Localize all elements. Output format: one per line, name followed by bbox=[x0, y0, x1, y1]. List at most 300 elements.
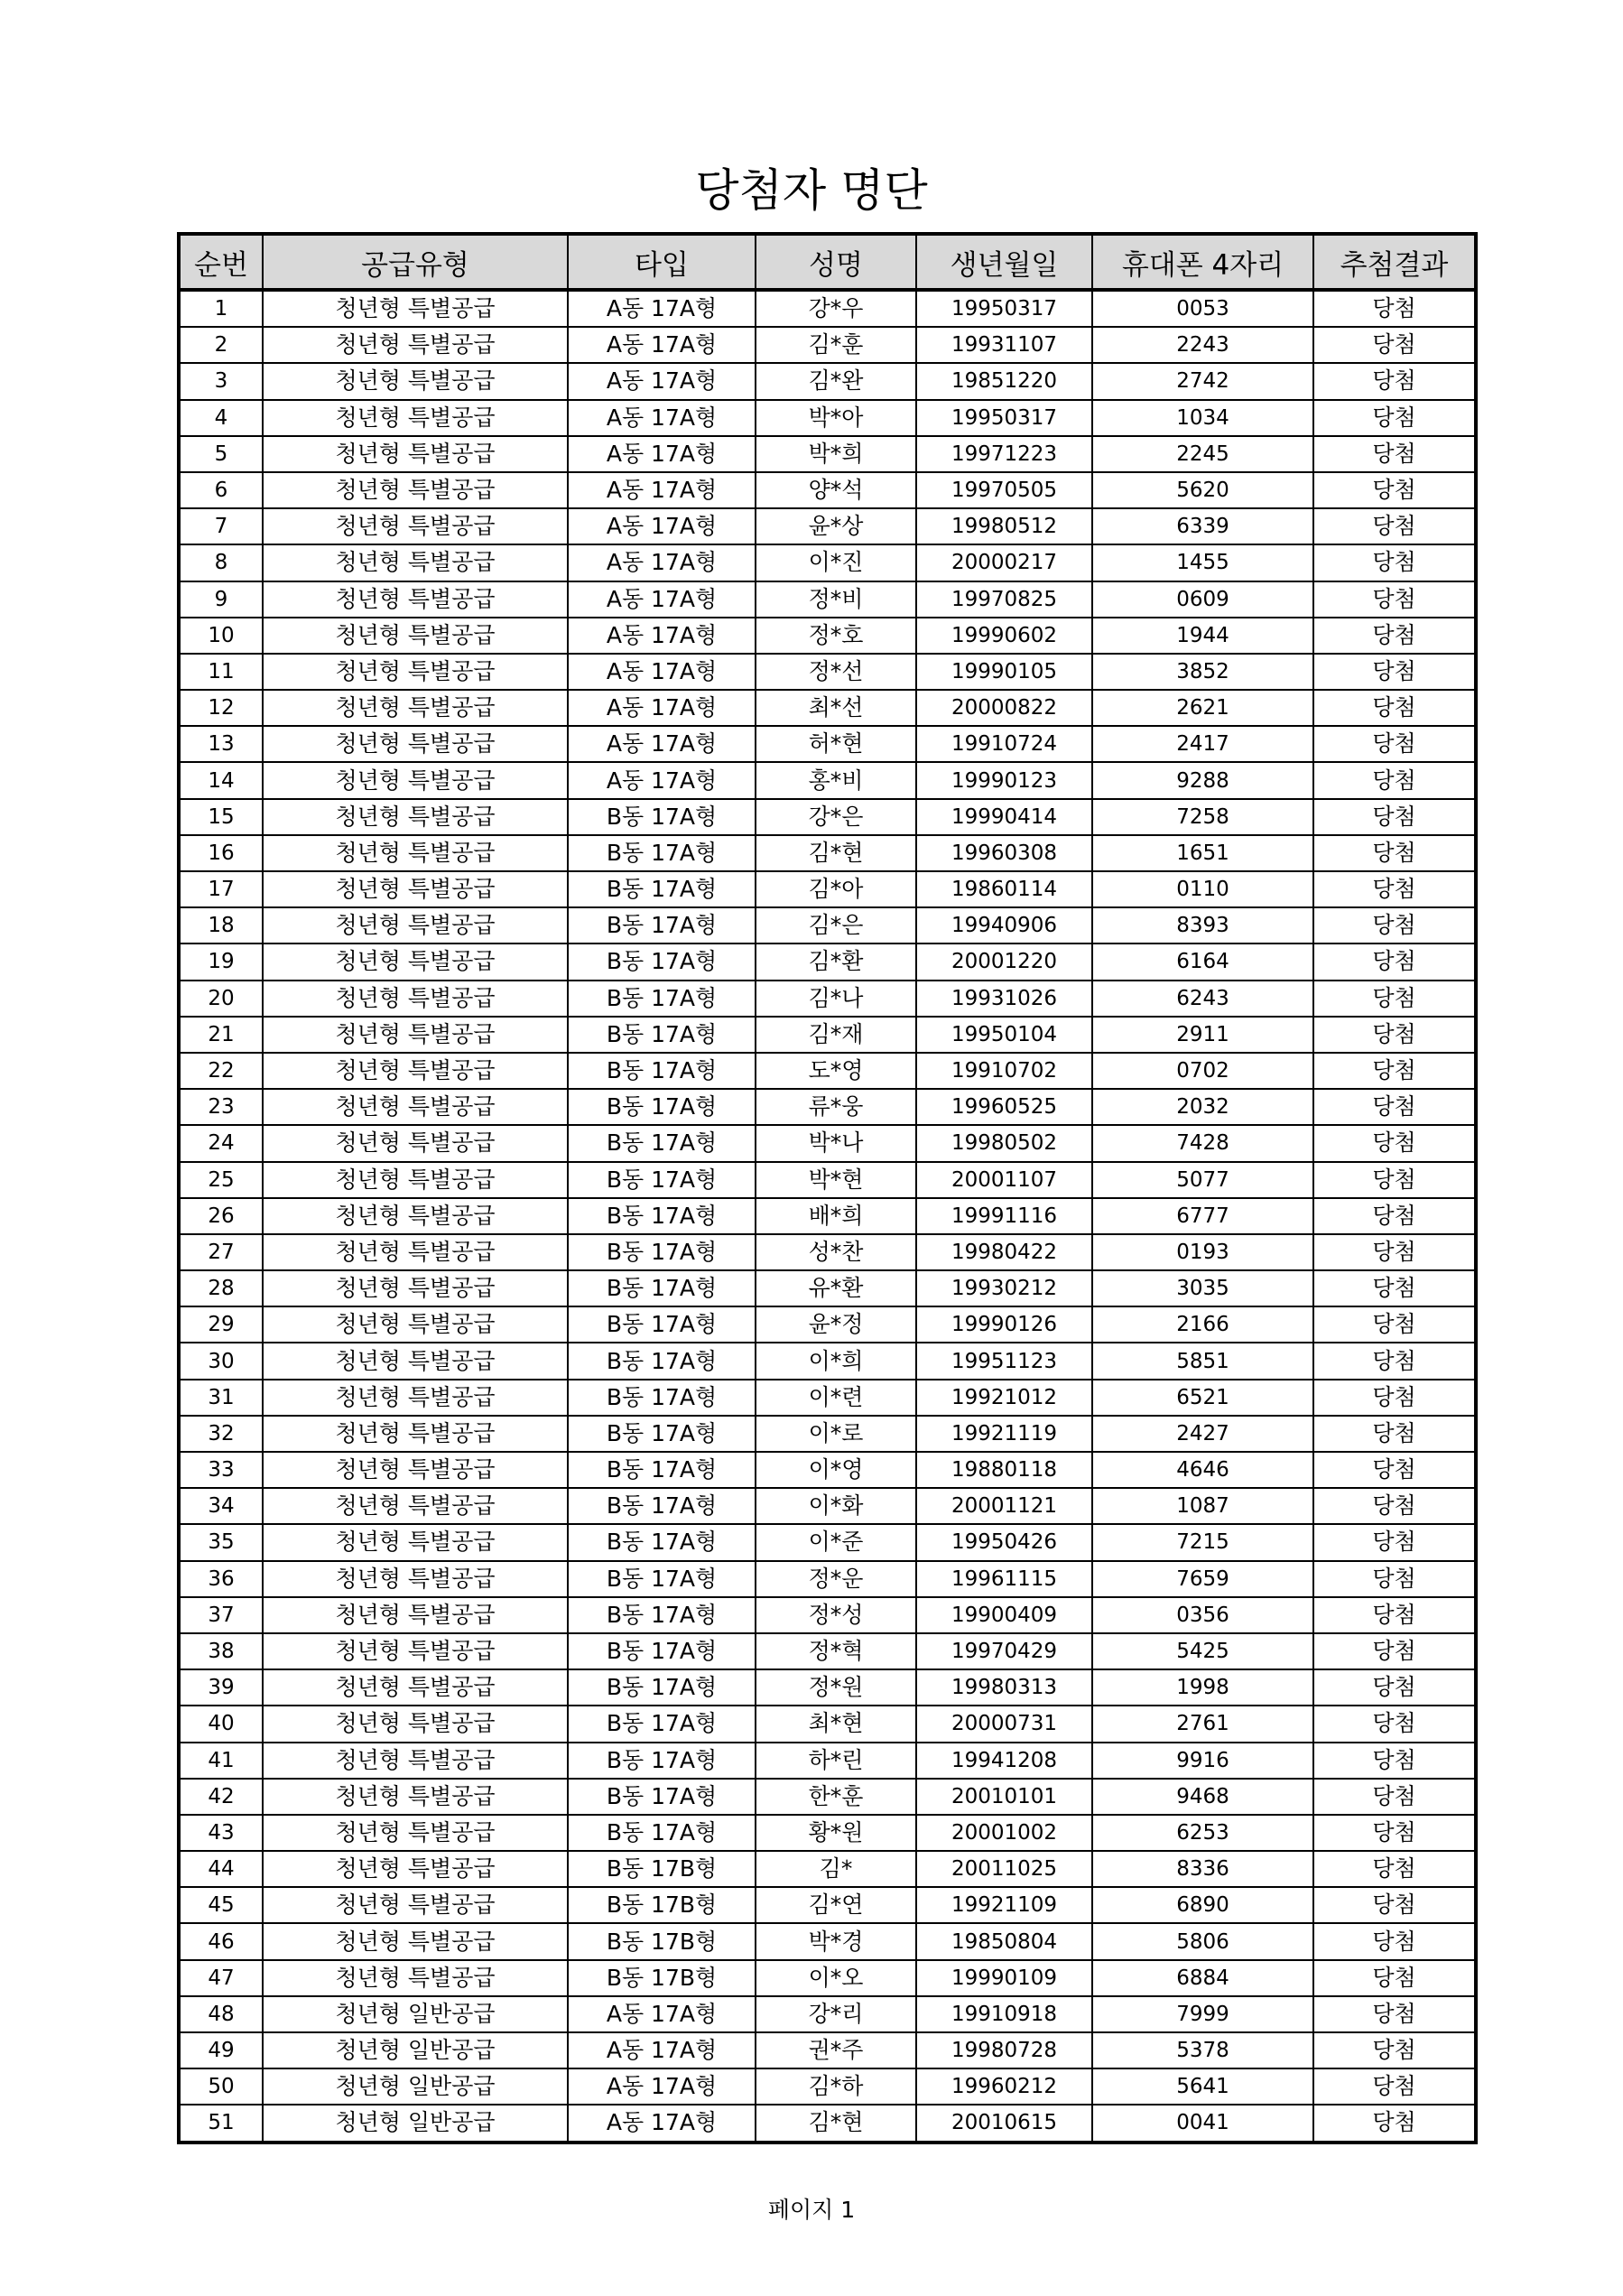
table-row bbox=[179, 943, 1476, 980]
cell-result: 당첨 bbox=[1313, 1162, 1476, 1198]
cell-phone: 0702 bbox=[1092, 1053, 1313, 1089]
table-row bbox=[179, 1743, 1476, 1779]
cell-result: 당첨 bbox=[1313, 1017, 1476, 1053]
cell-unit-type: A동 17A형 bbox=[568, 327, 756, 363]
cell-name: 박*나 bbox=[756, 1125, 916, 1161]
cell-phone: 0356 bbox=[1092, 1597, 1313, 1633]
cell-name: 이*오 bbox=[756, 1960, 916, 1996]
cell-phone: 0110 bbox=[1092, 871, 1313, 907]
cell-supply-type: 청년형 특별공급 bbox=[263, 1416, 568, 1452]
cell-phone: 7215 bbox=[1092, 1524, 1313, 1560]
table-row bbox=[179, 726, 1476, 762]
table-row bbox=[179, 1960, 1476, 1996]
cell-phone: 4646 bbox=[1092, 1452, 1313, 1488]
table-row bbox=[179, 1416, 1476, 1452]
cell-result: 당첨 bbox=[1313, 690, 1476, 726]
cell-name: 배*희 bbox=[756, 1198, 916, 1234]
cell-unit-type: A동 17A형 bbox=[568, 436, 756, 472]
cell-unit-type: A동 17A형 bbox=[568, 2032, 756, 2068]
cell-unit-type: B동 17A형 bbox=[568, 1452, 756, 1488]
cell-result: 당첨 bbox=[1313, 1960, 1476, 1996]
cell-seq: 10 bbox=[179, 618, 263, 654]
cell-supply-type: 청년형 특별공급 bbox=[263, 1198, 568, 1234]
cell-birthdate: 19991116 bbox=[916, 1198, 1092, 1234]
cell-supply-type: 청년형 특별공급 bbox=[263, 1343, 568, 1379]
cell-unit-type: B동 17A형 bbox=[568, 1089, 756, 1125]
table-row bbox=[179, 654, 1476, 690]
cell-phone: 2621 bbox=[1092, 690, 1313, 726]
winners-table bbox=[177, 232, 1478, 2144]
cell-unit-type: B동 17A형 bbox=[568, 1597, 756, 1633]
table-row bbox=[179, 1815, 1476, 1851]
cell-seq: 34 bbox=[179, 1488, 263, 1524]
cell-birthdate: 19990109 bbox=[916, 1960, 1092, 1996]
cell-name: 박*희 bbox=[756, 436, 916, 472]
cell-result: 당첨 bbox=[1313, 1306, 1476, 1343]
cell-name: 김*완 bbox=[756, 363, 916, 399]
column-header-unit-type: 타입 bbox=[568, 234, 756, 290]
cell-seq: 51 bbox=[179, 2105, 263, 2142]
cell-result: 당첨 bbox=[1313, 472, 1476, 508]
cell-seq: 25 bbox=[179, 1162, 263, 1198]
column-header-birthdate: 생년월일 bbox=[916, 234, 1092, 290]
table-row bbox=[179, 1198, 1476, 1234]
table-row bbox=[179, 1270, 1476, 1306]
cell-birthdate: 19950426 bbox=[916, 1524, 1092, 1560]
cell-birthdate: 19900409 bbox=[916, 1597, 1092, 1633]
cell-birthdate: 19950317 bbox=[916, 290, 1092, 327]
cell-result: 당첨 bbox=[1313, 762, 1476, 798]
table-row bbox=[179, 1162, 1476, 1198]
cell-supply-type: 청년형 특별공급 bbox=[263, 1597, 568, 1633]
cell-unit-type: A동 17A형 bbox=[568, 544, 756, 581]
cell-supply-type: 청년형 특별공급 bbox=[263, 1743, 568, 1779]
cell-name: 최*현 bbox=[756, 1706, 916, 1742]
table-row bbox=[179, 2032, 1476, 2068]
cell-name: 김*재 bbox=[756, 1017, 916, 1053]
cell-seq: 36 bbox=[179, 1561, 263, 1597]
cell-birthdate: 19980728 bbox=[916, 2032, 1092, 2068]
cell-unit-type: B동 17A형 bbox=[568, 799, 756, 835]
cell-unit-type: A동 17A형 bbox=[568, 1996, 756, 2032]
cell-name: 황*원 bbox=[756, 1815, 916, 1851]
cell-name: 정*운 bbox=[756, 1561, 916, 1597]
cell-unit-type: B동 17A형 bbox=[568, 835, 756, 871]
cell-seq: 28 bbox=[179, 1270, 263, 1306]
cell-birthdate: 19880118 bbox=[916, 1452, 1092, 1488]
cell-seq: 50 bbox=[179, 2068, 263, 2105]
cell-result: 당첨 bbox=[1313, 654, 1476, 690]
cell-seq: 30 bbox=[179, 1343, 263, 1379]
cell-supply-type: 청년형 특별공급 bbox=[263, 690, 568, 726]
cell-phone: 2245 bbox=[1092, 436, 1313, 472]
cell-result: 당첨 bbox=[1313, 1053, 1476, 1089]
table-row bbox=[179, 2105, 1476, 2142]
cell-seq: 45 bbox=[179, 1887, 263, 1923]
cell-seq: 37 bbox=[179, 1597, 263, 1633]
cell-result: 당첨 bbox=[1313, 981, 1476, 1017]
cell-name: 유*환 bbox=[756, 1270, 916, 1306]
cell-supply-type: 청년형 특별공급 bbox=[263, 472, 568, 508]
cell-supply-type: 청년형 특별공급 bbox=[263, 363, 568, 399]
cell-phone: 5077 bbox=[1092, 1162, 1313, 1198]
cell-seq: 39 bbox=[179, 1669, 263, 1706]
cell-result: 당첨 bbox=[1313, 1597, 1476, 1633]
cell-unit-type: B동 17A형 bbox=[568, 1416, 756, 1452]
cell-result: 당첨 bbox=[1313, 943, 1476, 980]
cell-name: 이*화 bbox=[756, 1488, 916, 1524]
cell-unit-type: B동 17A형 bbox=[568, 1706, 756, 1742]
cell-birthdate: 20000731 bbox=[916, 1706, 1092, 1742]
cell-unit-type: A동 17A형 bbox=[568, 581, 756, 618]
cell-name: 이*영 bbox=[756, 1452, 916, 1488]
cell-birthdate: 20001121 bbox=[916, 1488, 1092, 1524]
cell-seq: 13 bbox=[179, 726, 263, 762]
cell-seq: 40 bbox=[179, 1706, 263, 1742]
cell-supply-type: 청년형 특별공급 bbox=[263, 400, 568, 436]
cell-supply-type: 청년형 일반공급 bbox=[263, 2032, 568, 2068]
cell-unit-type: B동 17A형 bbox=[568, 1743, 756, 1779]
cell-phone: 8336 bbox=[1092, 1851, 1313, 1887]
cell-result: 당첨 bbox=[1313, 436, 1476, 472]
cell-seq: 41 bbox=[179, 1743, 263, 1779]
cell-phone: 6253 bbox=[1092, 1815, 1313, 1851]
cell-name: 김*아 bbox=[756, 871, 916, 907]
cell-unit-type: B동 17A형 bbox=[568, 1779, 756, 1815]
cell-name: 한*훈 bbox=[756, 1779, 916, 1815]
cell-phone: 6890 bbox=[1092, 1887, 1313, 1923]
cell-unit-type: A동 17A형 bbox=[568, 618, 756, 654]
cell-seq: 33 bbox=[179, 1452, 263, 1488]
table-row bbox=[179, 581, 1476, 618]
cell-unit-type: B동 17A형 bbox=[568, 871, 756, 907]
cell-result: 당첨 bbox=[1313, 327, 1476, 363]
cell-name: 박*경 bbox=[756, 1923, 916, 1959]
cell-supply-type: 청년형 특별공급 bbox=[263, 1524, 568, 1560]
table-row bbox=[179, 508, 1476, 544]
table-row bbox=[179, 1125, 1476, 1161]
cell-seq: 44 bbox=[179, 1851, 263, 1887]
cell-result: 당첨 bbox=[1313, 1561, 1476, 1597]
cell-unit-type: B동 17A형 bbox=[568, 1633, 756, 1669]
cell-phone: 7999 bbox=[1092, 1996, 1313, 2032]
cell-birthdate: 19921119 bbox=[916, 1416, 1092, 1452]
cell-supply-type: 청년형 특별공급 bbox=[263, 1270, 568, 1306]
cell-birthdate: 19961115 bbox=[916, 1561, 1092, 1597]
table-row bbox=[179, 1017, 1476, 1053]
cell-birthdate: 19851220 bbox=[916, 363, 1092, 399]
cell-supply-type: 청년형 특별공급 bbox=[263, 871, 568, 907]
cell-name: 김*환 bbox=[756, 943, 916, 980]
cell-phone: 1455 bbox=[1092, 544, 1313, 581]
cell-phone: 2032 bbox=[1092, 1089, 1313, 1125]
cell-phone: 8393 bbox=[1092, 907, 1313, 943]
cell-birthdate: 19990602 bbox=[916, 618, 1092, 654]
cell-birthdate: 19970505 bbox=[916, 472, 1092, 508]
cell-seq: 2 bbox=[179, 327, 263, 363]
cell-seq: 17 bbox=[179, 871, 263, 907]
cell-unit-type: B동 17A형 bbox=[568, 1380, 756, 1416]
cell-seq: 5 bbox=[179, 436, 263, 472]
cell-result: 당첨 bbox=[1313, 1815, 1476, 1851]
cell-unit-type: B동 17A형 bbox=[568, 981, 756, 1017]
cell-name: 윤*상 bbox=[756, 508, 916, 544]
cell-supply-type: 청년형 특별공급 bbox=[263, 907, 568, 943]
table-row bbox=[179, 835, 1476, 871]
cell-phone: 9288 bbox=[1092, 762, 1313, 798]
cell-unit-type: A동 17A형 bbox=[568, 2105, 756, 2142]
cell-unit-type: A동 17A형 bbox=[568, 690, 756, 726]
cell-phone: 2243 bbox=[1092, 327, 1313, 363]
cell-birthdate: 19980422 bbox=[916, 1234, 1092, 1270]
page-title: 당첨자 명단 bbox=[695, 164, 928, 217]
cell-birthdate: 19921012 bbox=[916, 1380, 1092, 1416]
cell-seq: 27 bbox=[179, 1234, 263, 1270]
table-row bbox=[179, 981, 1476, 1017]
cell-seq: 47 bbox=[179, 1960, 263, 1996]
cell-phone: 7258 bbox=[1092, 799, 1313, 835]
cell-unit-type: A동 17A형 bbox=[568, 363, 756, 399]
cell-supply-type: 청년형 특별공급 bbox=[263, 1162, 568, 1198]
cell-unit-type: B동 17B형 bbox=[568, 1851, 756, 1887]
cell-name: 박*현 bbox=[756, 1162, 916, 1198]
cell-birthdate: 20011025 bbox=[916, 1851, 1092, 1887]
cell-supply-type: 청년형 특별공급 bbox=[263, 943, 568, 980]
cell-name: 최*선 bbox=[756, 690, 916, 726]
cell-phone: 7659 bbox=[1092, 1561, 1313, 1597]
cell-birthdate: 19931107 bbox=[916, 327, 1092, 363]
cell-name: 양*석 bbox=[756, 472, 916, 508]
cell-name: 이*준 bbox=[756, 1524, 916, 1560]
cell-supply-type: 청년형 특별공급 bbox=[263, 436, 568, 472]
cell-name: 윤*정 bbox=[756, 1306, 916, 1343]
cell-name: 성*찬 bbox=[756, 1234, 916, 1270]
cell-result: 당첨 bbox=[1313, 726, 1476, 762]
cell-birthdate: 19971223 bbox=[916, 436, 1092, 472]
cell-seq: 19 bbox=[179, 943, 263, 980]
cell-phone: 0609 bbox=[1092, 581, 1313, 618]
cell-seq: 7 bbox=[179, 508, 263, 544]
cell-seq: 6 bbox=[179, 472, 263, 508]
cell-result: 당첨 bbox=[1313, 1234, 1476, 1270]
table-row bbox=[179, 1923, 1476, 1959]
cell-phone: 2911 bbox=[1092, 1017, 1313, 1053]
header-row bbox=[179, 234, 1476, 290]
cell-name: 정*혁 bbox=[756, 1633, 916, 1669]
cell-result: 당첨 bbox=[1313, 1887, 1476, 1923]
cell-seq: 16 bbox=[179, 835, 263, 871]
cell-name: 강*은 bbox=[756, 799, 916, 835]
cell-birthdate: 19970429 bbox=[916, 1633, 1092, 1669]
cell-unit-type: B동 17A형 bbox=[568, 1343, 756, 1379]
cell-supply-type: 청년형 특별공급 bbox=[263, 835, 568, 871]
cell-supply-type: 청년형 특별공급 bbox=[263, 799, 568, 835]
cell-name: 류*웅 bbox=[756, 1089, 916, 1125]
cell-phone: 5851 bbox=[1092, 1343, 1313, 1379]
cell-phone: 6884 bbox=[1092, 1960, 1313, 1996]
table-row bbox=[179, 1452, 1476, 1488]
cell-name: 하*린 bbox=[756, 1743, 916, 1779]
cell-result: 당첨 bbox=[1313, 2032, 1476, 2068]
cell-supply-type: 청년형 특별공급 bbox=[263, 327, 568, 363]
cell-result: 당첨 bbox=[1313, 1452, 1476, 1488]
cell-unit-type: A동 17A형 bbox=[568, 726, 756, 762]
cell-result: 당첨 bbox=[1313, 581, 1476, 618]
table-row bbox=[179, 1053, 1476, 1089]
cell-result: 당첨 bbox=[1313, 2105, 1476, 2142]
cell-birthdate: 19941208 bbox=[916, 1743, 1092, 1779]
cell-name: 홍*비 bbox=[756, 762, 916, 798]
table-row bbox=[179, 1633, 1476, 1669]
table-row bbox=[179, 1089, 1476, 1125]
cell-name: 정*선 bbox=[756, 654, 916, 690]
cell-phone: 5806 bbox=[1092, 1923, 1313, 1959]
cell-birthdate: 19910918 bbox=[916, 1996, 1092, 2032]
cell-name: 강*리 bbox=[756, 1996, 916, 2032]
cell-supply-type: 청년형 특별공급 bbox=[263, 1960, 568, 1996]
cell-name: 권*주 bbox=[756, 2032, 916, 2068]
cell-unit-type: B동 17A형 bbox=[568, 1125, 756, 1161]
cell-supply-type: 청년형 특별공급 bbox=[263, 544, 568, 581]
cell-birthdate: 19980313 bbox=[916, 1669, 1092, 1706]
cell-result: 당첨 bbox=[1313, 1996, 1476, 2032]
cell-supply-type: 청년형 특별공급 bbox=[263, 654, 568, 690]
cell-name: 이*로 bbox=[756, 1416, 916, 1452]
cell-name: 김* bbox=[756, 1851, 916, 1887]
cell-unit-type: B동 17A형 bbox=[568, 1561, 756, 1597]
column-header-phone: 휴대폰 4자리 bbox=[1092, 234, 1313, 290]
cell-unit-type: B동 17A형 bbox=[568, 1198, 756, 1234]
cell-supply-type: 청년형 일반공급 bbox=[263, 1996, 568, 2032]
table-row bbox=[179, 1669, 1476, 1706]
table-row bbox=[179, 1561, 1476, 1597]
cell-seq: 29 bbox=[179, 1306, 263, 1343]
cell-result: 당첨 bbox=[1313, 1743, 1476, 1779]
cell-result: 당첨 bbox=[1313, 1125, 1476, 1161]
cell-phone: 2742 bbox=[1092, 363, 1313, 399]
cell-phone: 1998 bbox=[1092, 1669, 1313, 1706]
table-row bbox=[179, 2068, 1476, 2105]
cell-unit-type: B동 17A형 bbox=[568, 907, 756, 943]
table-row bbox=[179, 1597, 1476, 1633]
cell-supply-type: 청년형 특별공급 bbox=[263, 1633, 568, 1669]
table-row bbox=[179, 327, 1476, 363]
cell-name: 정*성 bbox=[756, 1597, 916, 1633]
cell-name: 정*호 bbox=[756, 618, 916, 654]
cell-birthdate: 19990126 bbox=[916, 1306, 1092, 1343]
cell-seq: 12 bbox=[179, 690, 263, 726]
cell-result: 당첨 bbox=[1313, 835, 1476, 871]
cell-birthdate: 20010615 bbox=[916, 2105, 1092, 2142]
cell-result: 당첨 bbox=[1313, 363, 1476, 399]
cell-birthdate: 19990414 bbox=[916, 799, 1092, 835]
table-row bbox=[179, 472, 1476, 508]
cell-seq: 38 bbox=[179, 1633, 263, 1669]
cell-seq: 46 bbox=[179, 1923, 263, 1959]
cell-birthdate: 19910724 bbox=[916, 726, 1092, 762]
cell-phone: 0193 bbox=[1092, 1234, 1313, 1270]
cell-unit-type: A동 17A형 bbox=[568, 654, 756, 690]
cell-name: 김*현 bbox=[756, 835, 916, 871]
cell-supply-type: 청년형 특별공급 bbox=[263, 1815, 568, 1851]
cell-supply-type: 청년형 특별공급 bbox=[263, 581, 568, 618]
table-row bbox=[179, 1380, 1476, 1416]
cell-seq: 24 bbox=[179, 1125, 263, 1161]
table-row bbox=[179, 1887, 1476, 1923]
table-row bbox=[179, 799, 1476, 835]
cell-unit-type: B동 17B형 bbox=[568, 1887, 756, 1923]
cell-seq: 20 bbox=[179, 981, 263, 1017]
cell-name: 김*현 bbox=[756, 2105, 916, 2142]
table-row bbox=[179, 907, 1476, 943]
cell-result: 당첨 bbox=[1313, 1669, 1476, 1706]
table-row bbox=[179, 1851, 1476, 1887]
cell-birthdate: 20000822 bbox=[916, 690, 1092, 726]
cell-birthdate: 19940906 bbox=[916, 907, 1092, 943]
cell-phone: 7428 bbox=[1092, 1125, 1313, 1161]
column-header-result: 추첨결과 bbox=[1313, 234, 1476, 290]
cell-birthdate: 19950104 bbox=[916, 1017, 1092, 1053]
cell-supply-type: 청년형 특별공급 bbox=[263, 1488, 568, 1524]
cell-result: 당첨 bbox=[1313, 1488, 1476, 1524]
table-row bbox=[179, 618, 1476, 654]
cell-supply-type: 청년형 일반공급 bbox=[263, 2068, 568, 2105]
cell-unit-type: B동 17A형 bbox=[568, 1306, 756, 1343]
table-row bbox=[179, 363, 1476, 399]
cell-supply-type: 청년형 특별공급 bbox=[263, 762, 568, 798]
cell-phone: 6339 bbox=[1092, 508, 1313, 544]
cell-supply-type: 청년형 특별공급 bbox=[263, 1089, 568, 1125]
cell-phone: 1944 bbox=[1092, 618, 1313, 654]
table-row bbox=[179, 1488, 1476, 1524]
cell-supply-type: 청년형 특별공급 bbox=[263, 1380, 568, 1416]
cell-phone: 9916 bbox=[1092, 1743, 1313, 1779]
cell-phone: 5620 bbox=[1092, 472, 1313, 508]
cell-supply-type: 청년형 특별공급 bbox=[263, 618, 568, 654]
column-header-name: 성명 bbox=[756, 234, 916, 290]
table-row bbox=[179, 436, 1476, 472]
cell-phone: 2166 bbox=[1092, 1306, 1313, 1343]
cell-phone: 2417 bbox=[1092, 726, 1313, 762]
cell-result: 당첨 bbox=[1313, 2068, 1476, 2105]
cell-birthdate: 19910702 bbox=[916, 1053, 1092, 1089]
cell-seq: 4 bbox=[179, 400, 263, 436]
cell-phone: 2761 bbox=[1092, 1706, 1313, 1742]
cell-supply-type: 청년형 특별공급 bbox=[263, 1561, 568, 1597]
cell-name: 허*현 bbox=[756, 726, 916, 762]
cell-phone: 6243 bbox=[1092, 981, 1313, 1017]
cell-result: 당첨 bbox=[1313, 400, 1476, 436]
cell-phone: 1034 bbox=[1092, 400, 1313, 436]
page-footer: 페이지 1 bbox=[767, 2197, 856, 2223]
cell-supply-type: 청년형 특별공급 bbox=[263, 1306, 568, 1343]
cell-birthdate: 19850804 bbox=[916, 1923, 1092, 1959]
cell-seq: 3 bbox=[179, 363, 263, 399]
cell-unit-type: B동 17B형 bbox=[568, 1960, 756, 1996]
cell-seq: 23 bbox=[179, 1089, 263, 1125]
cell-phone: 5378 bbox=[1092, 2032, 1313, 2068]
cell-unit-type: A동 17A형 bbox=[568, 472, 756, 508]
cell-birthdate: 20010101 bbox=[916, 1779, 1092, 1815]
cell-seq: 32 bbox=[179, 1416, 263, 1452]
cell-seq: 49 bbox=[179, 2032, 263, 2068]
cell-result: 당첨 bbox=[1313, 1524, 1476, 1560]
cell-phone: 6521 bbox=[1092, 1380, 1313, 1416]
cell-phone: 2427 bbox=[1092, 1416, 1313, 1452]
cell-unit-type: B동 17A형 bbox=[568, 1162, 756, 1198]
cell-unit-type: B동 17B형 bbox=[568, 1923, 756, 1959]
table-row bbox=[179, 1524, 1476, 1560]
